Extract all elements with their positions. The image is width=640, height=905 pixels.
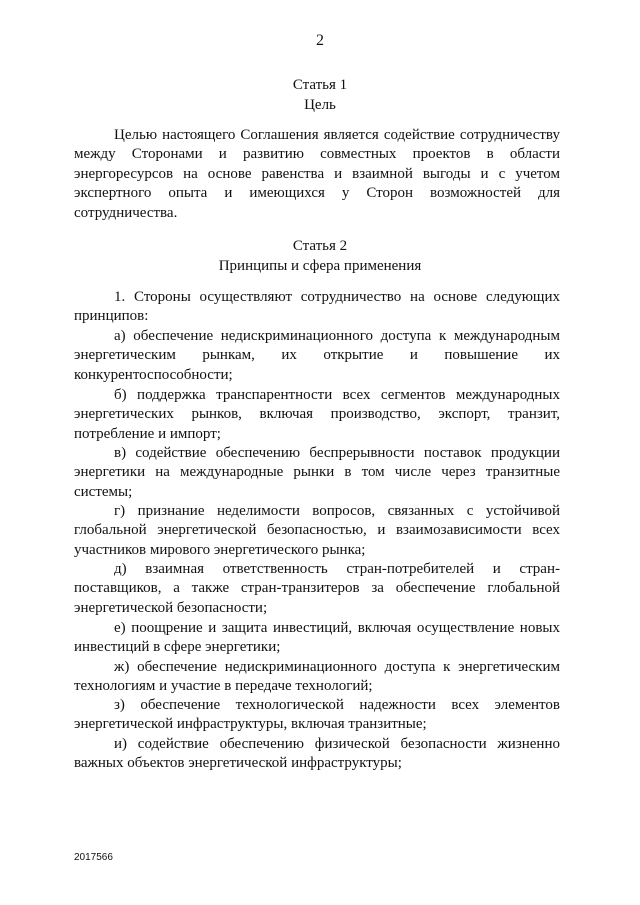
- principle-item-a: а) обеспечение недискриминационного доступа к международным энергетическим рынкам, их открытие и повышение их конкурентоспособности;: [74, 328, 560, 383]
- principle-item-g: г) признание неделимости вопросов, связанных с устойчивой глобальной энергетической безопасностью, и взаимозависимости всех участников мирового энергетического рынка;: [74, 503, 560, 558]
- article-2-subtitle: Принципы и сфера применения: [218, 258, 422, 274]
- principle-item-e: е) поощрение и защита инвестиций, включая осуществление новых инвестиций в сфере энергетики;: [74, 620, 560, 656]
- principle-item-b: б) поддержка транспарентности всех сегментов международных энергетических рынков, включая производство, экспорт, транзит, потребление и импорт;: [74, 387, 560, 442]
- principle-item-d: д) взаимная ответственность стран-потребителей и стран-поставщиков, а также стран-транзитеров за обеспечение глобальной энергетической безопасности;: [74, 561, 560, 616]
- article-1-subtitle: Цель: [304, 97, 336, 113]
- principle-item-i: и) содействие обеспечению физической безопасности жизненно важных объектов энергетической инфраструктуры;: [74, 736, 560, 772]
- principle-item-v: в) содействие обеспечению беспрерывности поставок продукции энергетики на международные рынки в том числе через транзитные системы;: [74, 445, 560, 500]
- article-1-paragraph: Целью настоящего Соглашения является содействие сотрудничеству между Сторонами и развитию совместных проектов в области энергоресурсов на основе равенства и взаимной выгоды и с учетом экспертного опыта и имеющихся у Сторон возможностей для сотрудничества.: [74, 127, 560, 221]
- principle-item-zh: ж) обеспечение недискриминационного доступа к энергетическим технологиям и участие в передаче технологий;: [74, 659, 560, 695]
- article-2-title: Статья 2: [292, 238, 348, 254]
- principle-item-z: з) обеспечение технологической надежности всех элементов энергетической инфраструктуры, включая транзитные;: [74, 697, 560, 733]
- article-1-title: Статья 1: [292, 77, 348, 93]
- article-2-intro: 1. Стороны осуществляют сотрудничество на основе следующих принципов:: [74, 289, 560, 325]
- document-code: 2017566: [74, 852, 113, 863]
- page-number: 2: [316, 32, 324, 49]
- article-2-heading: [0, 236, 640, 276]
- article-1-heading: [0, 75, 640, 115]
